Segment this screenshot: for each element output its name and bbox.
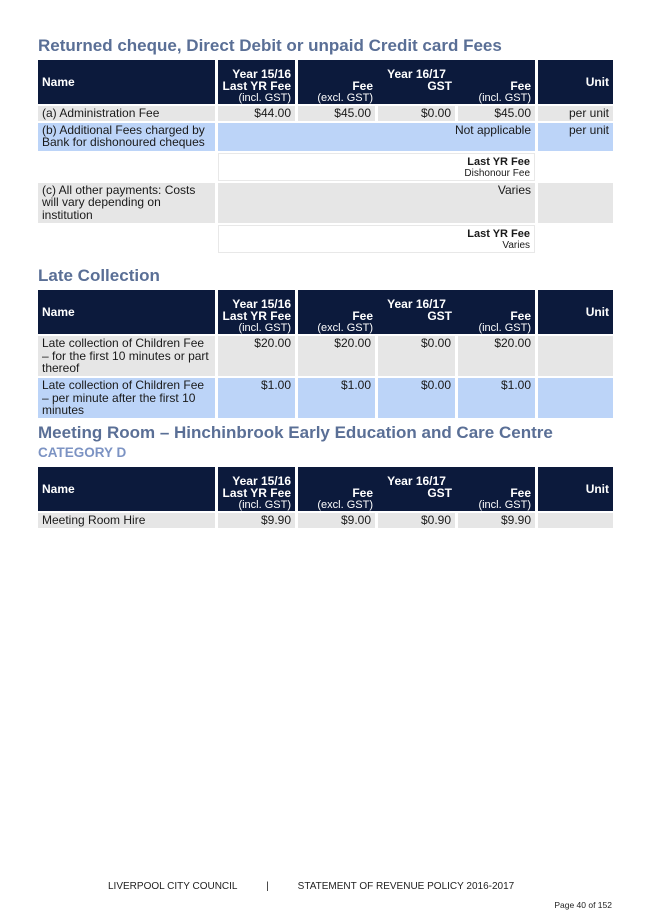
row-unit: per unit <box>538 123 613 151</box>
table-row <box>38 183 613 223</box>
category-label: CATEGORY D <box>38 445 127 460</box>
row-unit <box>538 513 613 528</box>
row-name: Meeting Room Hire <box>38 513 215 528</box>
last-yr-value: Dishonour Fee <box>464 167 531 179</box>
row-name: (a) Administration Fee <box>38 106 215 121</box>
col-header-year-group: Year 16/17 Fee (excl. GST) GST Fee (incl. GST) <box>298 290 535 334</box>
row-unit <box>538 336 613 376</box>
row-note: Varies <box>218 183 535 223</box>
row-unit <box>538 183 613 223</box>
col-header-name: Name <box>38 467 215 511</box>
row-name: Late collection of Children Fee – per minute after the first 10 minutes <box>38 378 215 418</box>
section-title-late-collection: Late Collection <box>38 266 160 285</box>
late-collection-table <box>35 288 616 420</box>
table-row <box>38 123 613 151</box>
row-fee-incl: $45.00 <box>458 106 535 121</box>
col-header-year-group: Year 16/17 Fee (excl. GST) GST Fee (incl. GST) <box>298 467 535 511</box>
col-header-last-yr-fee: Year 15/16 Last YR Fee (incl. GST) <box>218 467 295 511</box>
footer-doc-title: STATEMENT OF REVENUE POLICY 2016-2017 <box>297 881 515 892</box>
col-header-last-yr-fee: Year 15/16 Last YR Fee (incl. GST) <box>218 290 295 334</box>
meeting-room-table <box>35 465 616 530</box>
row-name: (c) All other payments: Costs will vary depending on institution <box>38 183 215 223</box>
last-yr-label: Last YR Fee <box>467 155 531 168</box>
row-unit: per unit <box>538 106 613 121</box>
row-fee-excl: $20.00 <box>298 336 375 376</box>
row-fee-excl: $9.00 <box>298 513 375 528</box>
col-header-name: Name <box>38 60 215 104</box>
row-fee-excl: $1.00 <box>298 378 375 418</box>
table-row-last-yr <box>38 153 613 181</box>
col-header-last-yr-fee: Year 15/16 Last YR Fee (incl. GST) <box>218 60 295 104</box>
col-header-name: Name <box>38 290 215 334</box>
page-footer <box>108 881 514 892</box>
footer-separator: | <box>266 881 269 892</box>
table-row-last-yr <box>38 225 613 253</box>
row-last-yr-fee: $20.00 <box>218 336 295 376</box>
last-yr-label: Last YR Fee <box>467 227 531 240</box>
row-unit <box>538 378 613 418</box>
footer-org: LIVERPOOL CITY COUNCIL <box>108 881 238 892</box>
returned-fees-table <box>35 58 616 255</box>
row-last-yr-fee: $44.00 <box>218 106 295 121</box>
row-gst: $0.90 <box>378 513 455 528</box>
row-fee-excl: $45.00 <box>298 106 375 121</box>
col-header-year-group: Year 16/17 Fee (excl. GST) GST Fee (incl. GST) <box>298 60 535 104</box>
row-fee-incl: $1.00 <box>458 378 535 418</box>
table-row <box>38 336 613 376</box>
row-fee-incl: $20.00 <box>458 336 535 376</box>
col-header-unit: Unit <box>538 467 613 511</box>
table-row <box>38 106 613 121</box>
table-row <box>38 378 613 418</box>
row-name: Late collection of Children Fee – for the first 10 minutes or part thereof <box>38 336 215 376</box>
row-note: Not applicable <box>218 123 535 151</box>
row-gst: $0.00 <box>378 106 455 121</box>
row-last-yr-fee: $9.90 <box>218 513 295 528</box>
table-row <box>38 513 613 528</box>
row-name: (b) Additional Fees charged by Bank for dishonoured cheques <box>38 123 215 151</box>
last-yr-value: Varies <box>502 239 531 251</box>
row-gst: $0.00 <box>378 336 455 376</box>
col-header-unit: Unit <box>538 290 613 334</box>
col-header-unit: Unit <box>538 60 613 104</box>
page-number: Page 40 of 152 <box>554 900 612 910</box>
row-fee-incl: $9.90 <box>458 513 535 528</box>
section-title-returned: Returned cheque, Direct Debit or unpaid Credit card Fees <box>38 36 502 55</box>
row-last-yr-fee: $1.00 <box>218 378 295 418</box>
section-title-meeting-room: Meeting Room – Hinchinbrook Early Education and Care Centre <box>38 423 553 442</box>
row-gst: $0.00 <box>378 378 455 418</box>
